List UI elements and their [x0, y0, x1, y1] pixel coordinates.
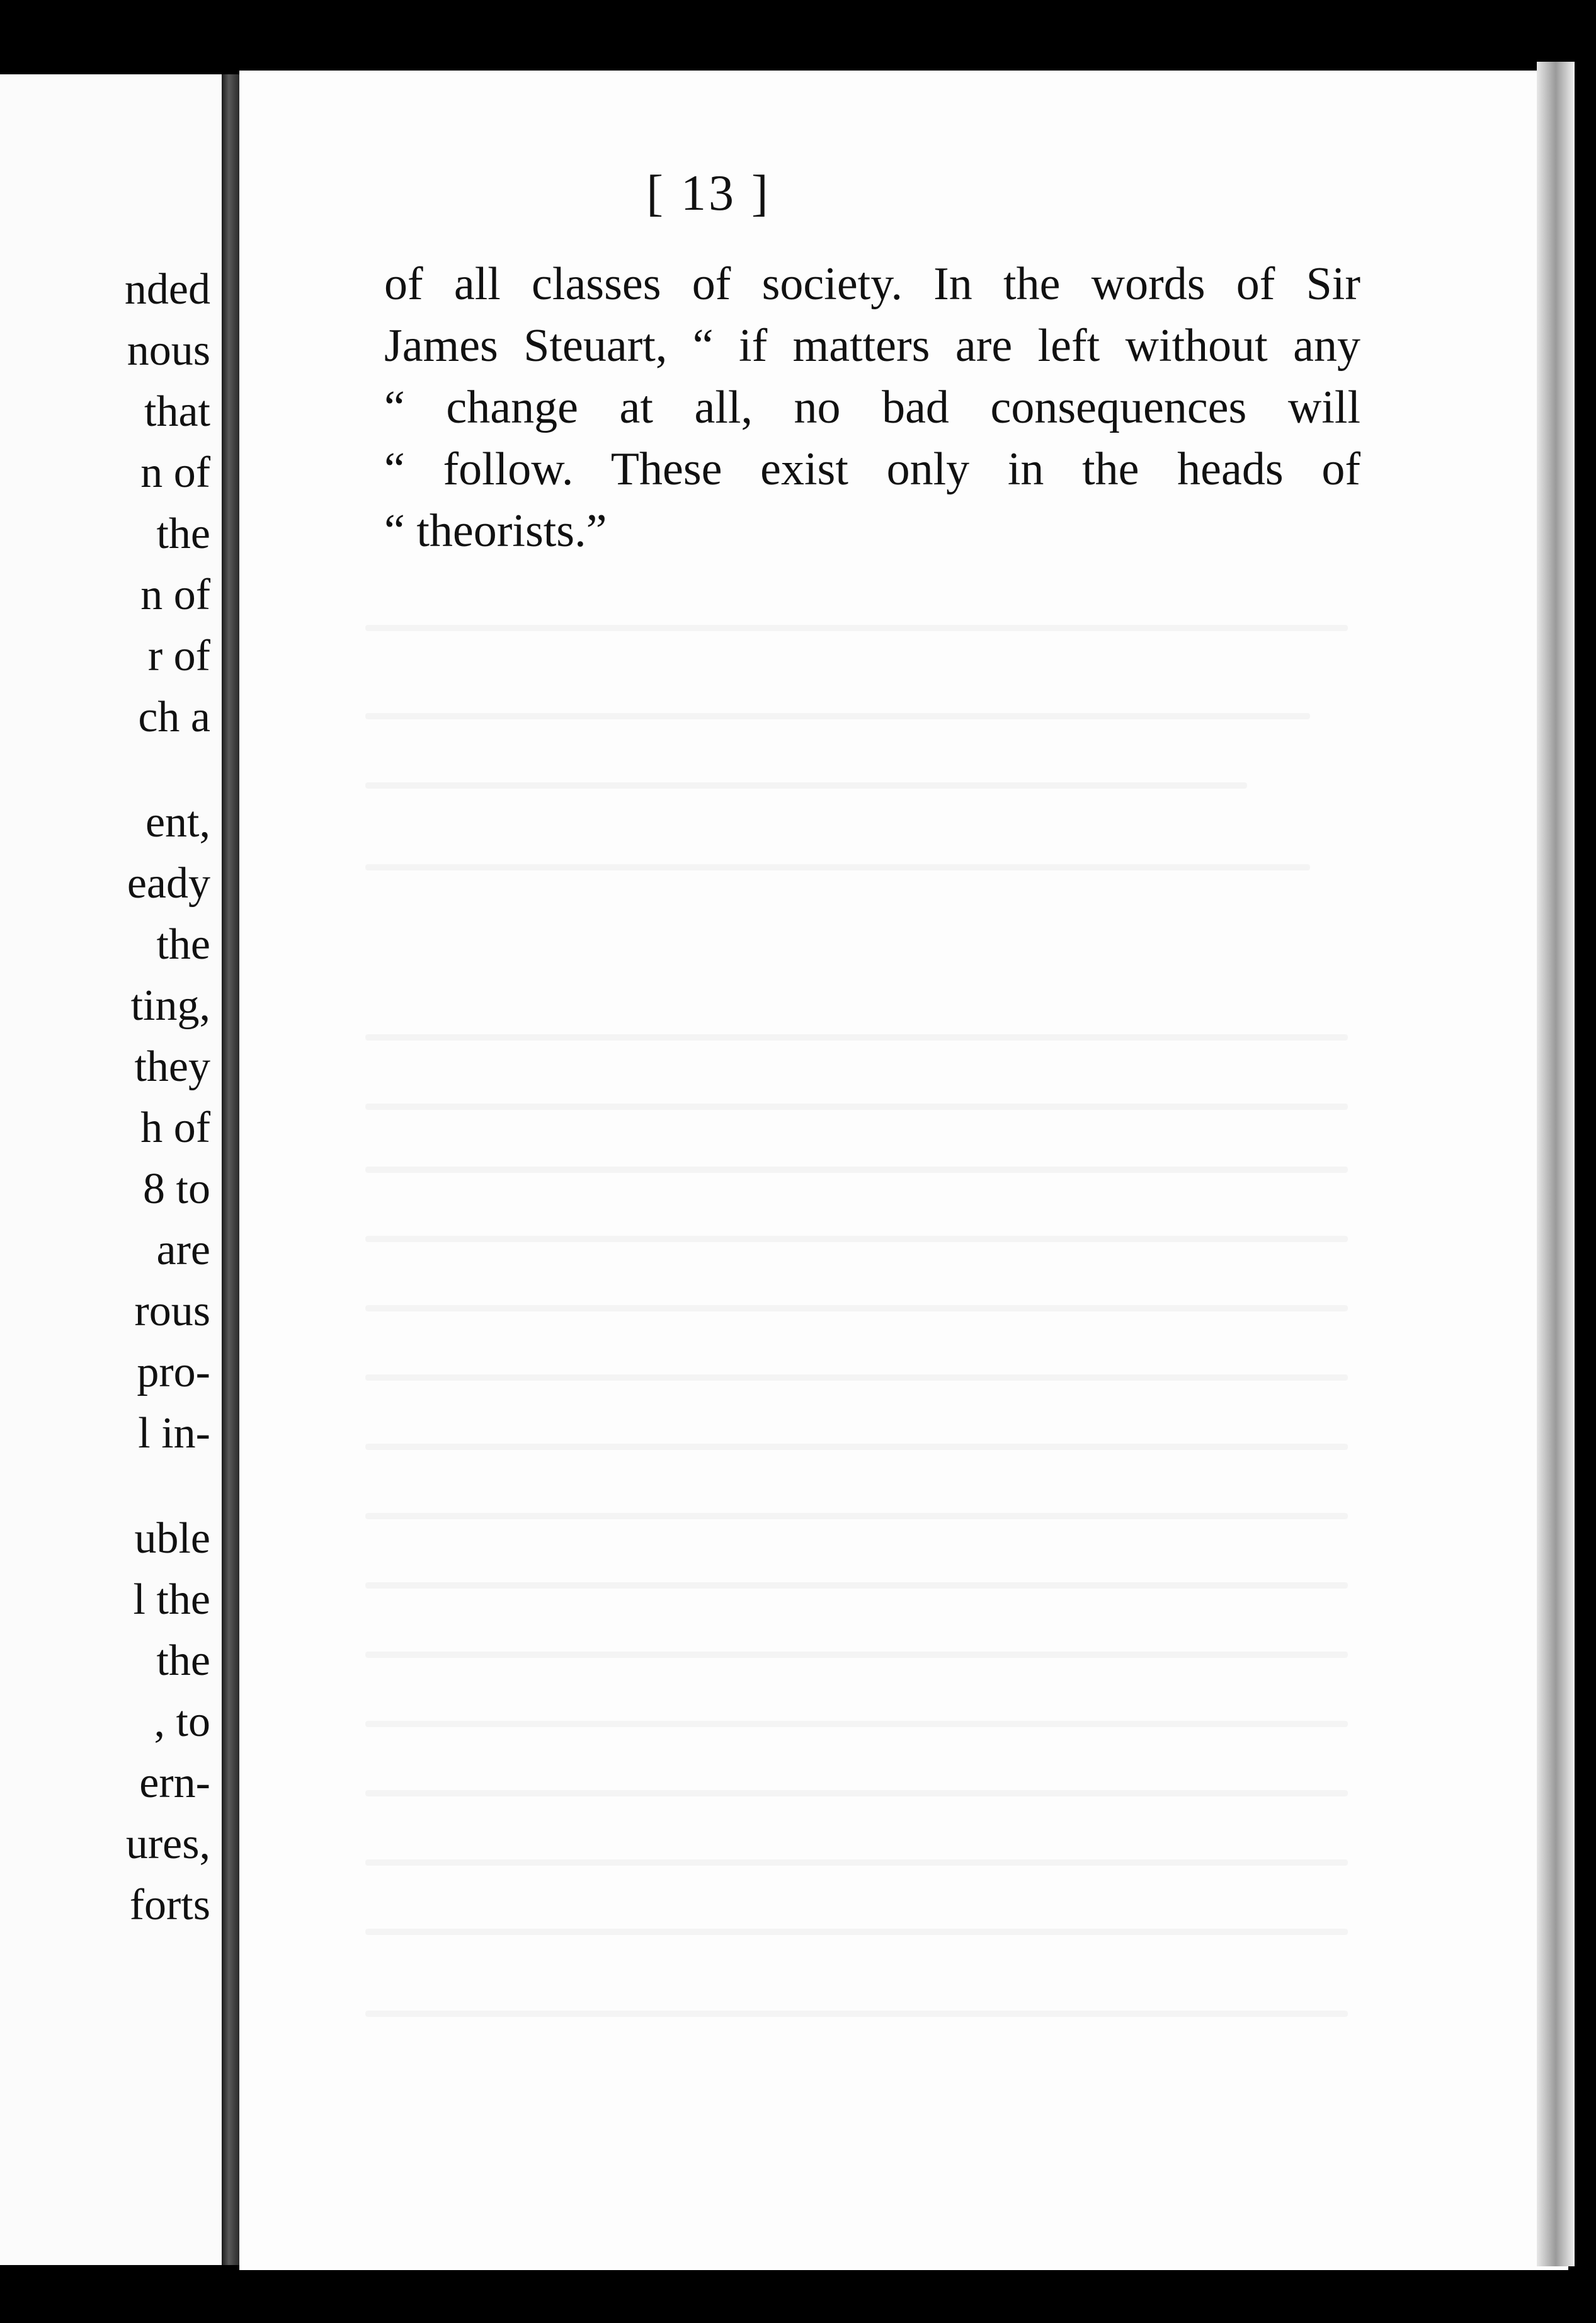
left-line-fragment: ch a	[138, 693, 210, 741]
show-through-line	[365, 1305, 1348, 1311]
show-through-line	[365, 625, 1348, 631]
show-through-line	[365, 1444, 1348, 1450]
text-line: of all classes of society. In the words of Sir	[384, 258, 1360, 310]
show-through-line	[365, 1236, 1348, 1242]
show-through-line	[365, 1167, 1348, 1173]
show-through-line	[365, 1790, 1348, 1796]
text-line: “ theorists.”	[384, 505, 607, 557]
left-line-fragment: ent,	[145, 798, 210, 847]
text-line: “ change at all, no bad consequences will	[384, 382, 1360, 433]
show-through-line	[365, 1104, 1348, 1110]
left-line-fragment: n of	[140, 571, 210, 619]
show-through-line	[365, 864, 1310, 870]
left-line-fragment: h of	[140, 1104, 210, 1152]
left-line-fragment: ting,	[130, 981, 210, 1030]
show-through-line	[365, 1034, 1348, 1041]
book-gutter	[222, 74, 239, 2265]
left-line-fragment: that	[144, 387, 210, 436]
left-page-text	[0, 74, 222, 2265]
show-through-line	[365, 1582, 1348, 1589]
show-through-line	[365, 1929, 1348, 1935]
left-line-fragment: are	[156, 1226, 210, 1274]
left-line-fragment: ures,	[125, 1820, 210, 1868]
show-through-line	[365, 1513, 1348, 1519]
text-line: “ follow. These exist only in the heads of	[384, 443, 1360, 495]
left-line-fragment: nded	[124, 265, 210, 314]
page-edge	[1537, 62, 1575, 2266]
left-line-fragment: nous	[127, 326, 210, 375]
left-line-fragment: the	[156, 1636, 210, 1685]
left-line-fragment: l in-	[138, 1409, 210, 1458]
show-through-line	[365, 1652, 1348, 1658]
left-line-fragment: the	[156, 510, 210, 558]
left-line-fragment: uble	[134, 1514, 210, 1563]
show-through-line	[365, 782, 1247, 789]
left-line-fragment: 8 to	[143, 1165, 210, 1213]
left-line-fragment: ern-	[139, 1759, 210, 1807]
left-line-fragment: n of	[140, 448, 210, 497]
left-line-fragment: the	[156, 920, 210, 969]
body-text	[384, 253, 1360, 562]
show-through-line	[365, 1721, 1348, 1727]
left-line-fragment: pro-	[137, 1348, 210, 1396]
show-through-line	[365, 713, 1310, 719]
right-page	[239, 71, 1568, 2270]
page-number: [ 13 ]	[646, 166, 771, 221]
left-line-fragment: rous	[134, 1287, 210, 1335]
left-line-fragment: eady	[127, 859, 210, 908]
show-through-line	[365, 1859, 1348, 1866]
text-line: James Steuart, “ if matters are left without any	[384, 320, 1360, 372]
left-page	[0, 74, 222, 2265]
left-line-fragment: l the	[133, 1575, 210, 1624]
left-line-fragment: , to	[154, 1698, 210, 1746]
left-line-fragment: forts	[129, 1881, 210, 1929]
left-line-fragment: r of	[147, 632, 210, 680]
left-line-fragment: they	[134, 1042, 210, 1091]
show-through-line	[365, 2011, 1348, 2017]
show-through-line	[365, 1374, 1348, 1381]
